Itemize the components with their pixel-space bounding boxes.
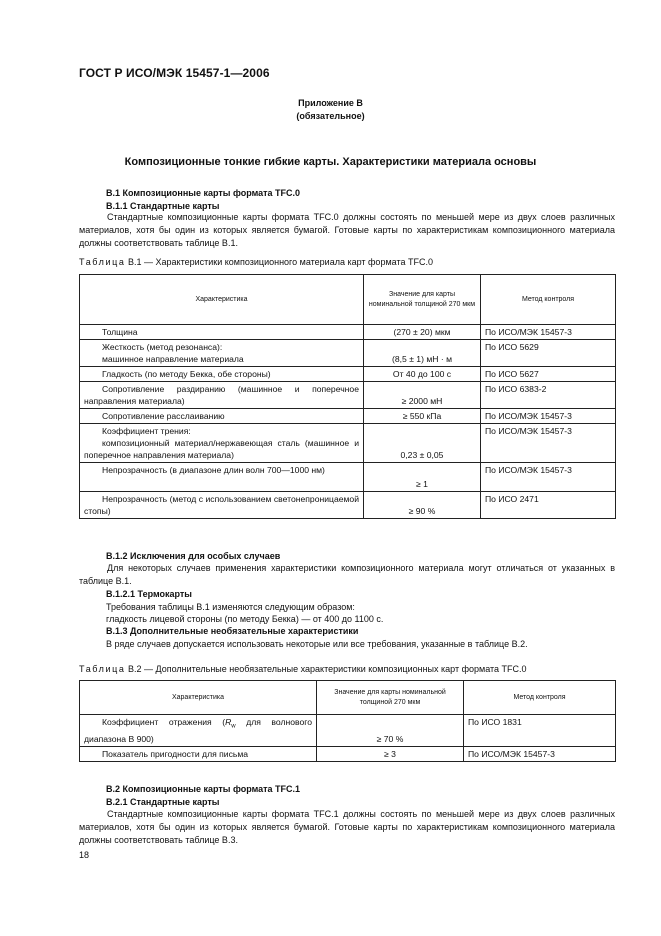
section-b11-heading: В.1.1 Стандартные карты xyxy=(106,201,220,211)
table1-cell-method: По ИСО/МЭК 15457-3 xyxy=(481,325,616,340)
table-row xyxy=(80,325,616,340)
table1-caption-prefix: Таблица xyxy=(79,257,126,267)
table1-cell-value: ≥ 90 % xyxy=(364,492,481,519)
table1-cell-method: По ИСО/МЭК 15457-3 xyxy=(481,463,616,492)
table1-cell-char: Гладкость (по методу Бекка, обе стороны) xyxy=(80,367,364,382)
section-b21-paragraph: Стандартные композиционные карты формата TFC.1 должны состоять по меньшей мере из двух слоев различных материалов, хотя бы один из которых является бумагой. Готовые карты по характеристикам композиционного материала должны соответствовать таблице В.3. xyxy=(79,809,615,845)
section-b11-paragraph: Стандартные композиционные карты формата TFC.0 должны состоять по меньшей мере из двух слоев различных материалов, хотя бы один из которых является бумагой. Готовые карты по характеристикам композиционного материала должны соответствовать таблице В.1. xyxy=(79,212,615,248)
table1-cell-char: Сопротивление расслаиванию xyxy=(80,409,364,424)
table-row xyxy=(80,492,616,519)
table-row xyxy=(80,382,616,409)
table1-cell-char: Толщина xyxy=(80,325,364,340)
table1-cell-value: ≥ 550 кПа xyxy=(364,409,481,424)
table2-header-row xyxy=(80,681,616,715)
table1-cell-char-main: Жесткость (метод резонанса): xyxy=(102,342,223,352)
table1-cell-char xyxy=(80,424,364,463)
section-b121-paragraph-b: гладкость лицевой стороны (по методу Бекка) — от 400 до 1100 с. xyxy=(106,614,384,624)
table-row xyxy=(80,715,616,747)
table1-cell-method: По ИСО 5629 xyxy=(481,340,616,367)
table1 xyxy=(79,274,616,519)
table2-cell-value: ≥ 3 xyxy=(317,746,464,761)
section-b121-heading: В.1.2.1 Термокарты xyxy=(106,589,192,599)
table-row xyxy=(80,463,616,492)
table1-cell-char-main: Коэффициент трения: xyxy=(102,426,191,436)
section-b121-paragraph-a: Требования таблицы В.1 изменяются следующим образом: xyxy=(106,602,355,612)
table1-cell-method: По ИСО/МЭК 15457-3 xyxy=(481,409,616,424)
section-b12-paragraph: Для некоторых случаев применения характеристики композиционного материала могут отличаться от указанных в таблице В.1. xyxy=(79,563,615,586)
section-b2-heading: В.2 Композиционные карты формата TFC.1 xyxy=(106,784,301,794)
table1-cell-value: (270 ± 20) мкм xyxy=(364,325,481,340)
table1-header-row xyxy=(80,275,616,325)
table2-header-value: Значение для карты номинальной толщиной 270 мкм xyxy=(317,681,464,715)
table2-cell-value: ≥ 70 % xyxy=(317,715,464,747)
table2-char-part-a: Коэффициент отражения ( xyxy=(102,717,226,727)
section-b12-heading: В.1.2 Исключения для особых случаев xyxy=(106,551,281,561)
table2-char-part-b: для волнового диапазона В 900) xyxy=(84,717,312,744)
table1-header-characteristic: Характеристика xyxy=(80,275,364,325)
section-b13-paragraph: В ряде случаев допускается использовать некоторые или все требования, указанные в таблице В.2. xyxy=(106,639,528,649)
annex-title: Приложение В xyxy=(298,98,363,108)
table2-caption xyxy=(79,663,639,676)
table1-cell-method: По ИСО 5627 xyxy=(481,367,616,382)
table2-header-method: Метод контроля xyxy=(464,681,616,715)
section-b21-heading: В.2.1 Стандартные карты xyxy=(106,797,220,807)
table1-caption xyxy=(79,256,639,269)
table1-cell-value: (8,5 ± 1) мН · м xyxy=(364,340,481,367)
table1-cell-char-sub: композиционный материал/нержавеющая сталь (машинное и поперечное направления материала) xyxy=(84,438,359,460)
table1-cell-value: ≥ 2000 мН xyxy=(364,382,481,409)
table-row xyxy=(80,340,616,367)
table-row xyxy=(80,424,616,463)
table1-cell-method: По ИСО 6383-2 xyxy=(481,382,616,409)
table1-header-value: Значение для карты номинальной толщиной 270 мкм xyxy=(364,275,481,325)
section-b13-heading: В.1.3 Дополнительные необязательные характеристики xyxy=(106,626,359,636)
table1-cell-method: По ИСО/МЭК 15457-3 xyxy=(481,424,616,463)
table2-cell-method: По ИСО/МЭК 15457-3 xyxy=(464,746,616,761)
table2-cell-method: По ИСО 1831 xyxy=(464,715,616,747)
table1-cell-char-sub: машинное направление материала xyxy=(102,354,244,364)
table1-cell-value: ≥ 1 xyxy=(364,463,481,492)
table1-cell-value: 0,23 ± 0,05 xyxy=(364,424,481,463)
main-title: Композиционные тонкие гибкие карты. Характеристики материала основы xyxy=(124,156,537,168)
annex-status: (обязательное) xyxy=(296,111,365,121)
table2-char-r: R xyxy=(225,717,232,727)
table1-cell-char xyxy=(80,340,364,367)
table-row xyxy=(80,367,616,382)
table2-caption-prefix: Таблица xyxy=(79,664,126,674)
page-number: 18 xyxy=(79,850,90,860)
document-header: ГОСТ Р ИСО/МЭК 15457-1—2006 xyxy=(79,66,270,80)
table-row xyxy=(80,746,616,761)
table2-header-characteristic: Характеристика xyxy=(80,681,317,715)
table2-cell-char xyxy=(80,715,317,747)
table1-cell-char: Непрозрачность (в диапазоне длин волн 700—1000 нм) xyxy=(80,463,364,492)
table2-caption-text: В.2 — Дополнительные необязательные характеристики композиционных карт формата TFC.0 xyxy=(128,664,527,674)
table1-caption-text: В.1 — Характеристики композиционного материала карт формата TFC.0 xyxy=(128,257,433,267)
table-row xyxy=(80,409,616,424)
section-b1-heading: В.1 Композиционные карты формата TFC.0 xyxy=(106,188,301,198)
table1-cell-value: От 40 до 100 с xyxy=(364,367,481,382)
table2 xyxy=(79,680,616,762)
table1-header-method: Метод контроля xyxy=(481,275,616,325)
table1-cell-char: Непрозрачность (метод с использованием светонепроницаемой стопы) xyxy=(80,492,364,519)
table1-cell-method: По ИСО 2471 xyxy=(481,492,616,519)
table1-cell-char: Сопротивление раздиранию (машинное и поперечное направления материала) xyxy=(80,382,364,409)
table2-char-sub: w xyxy=(231,723,236,730)
table2-cell-char: Показатель пригодности для письма xyxy=(80,746,317,761)
